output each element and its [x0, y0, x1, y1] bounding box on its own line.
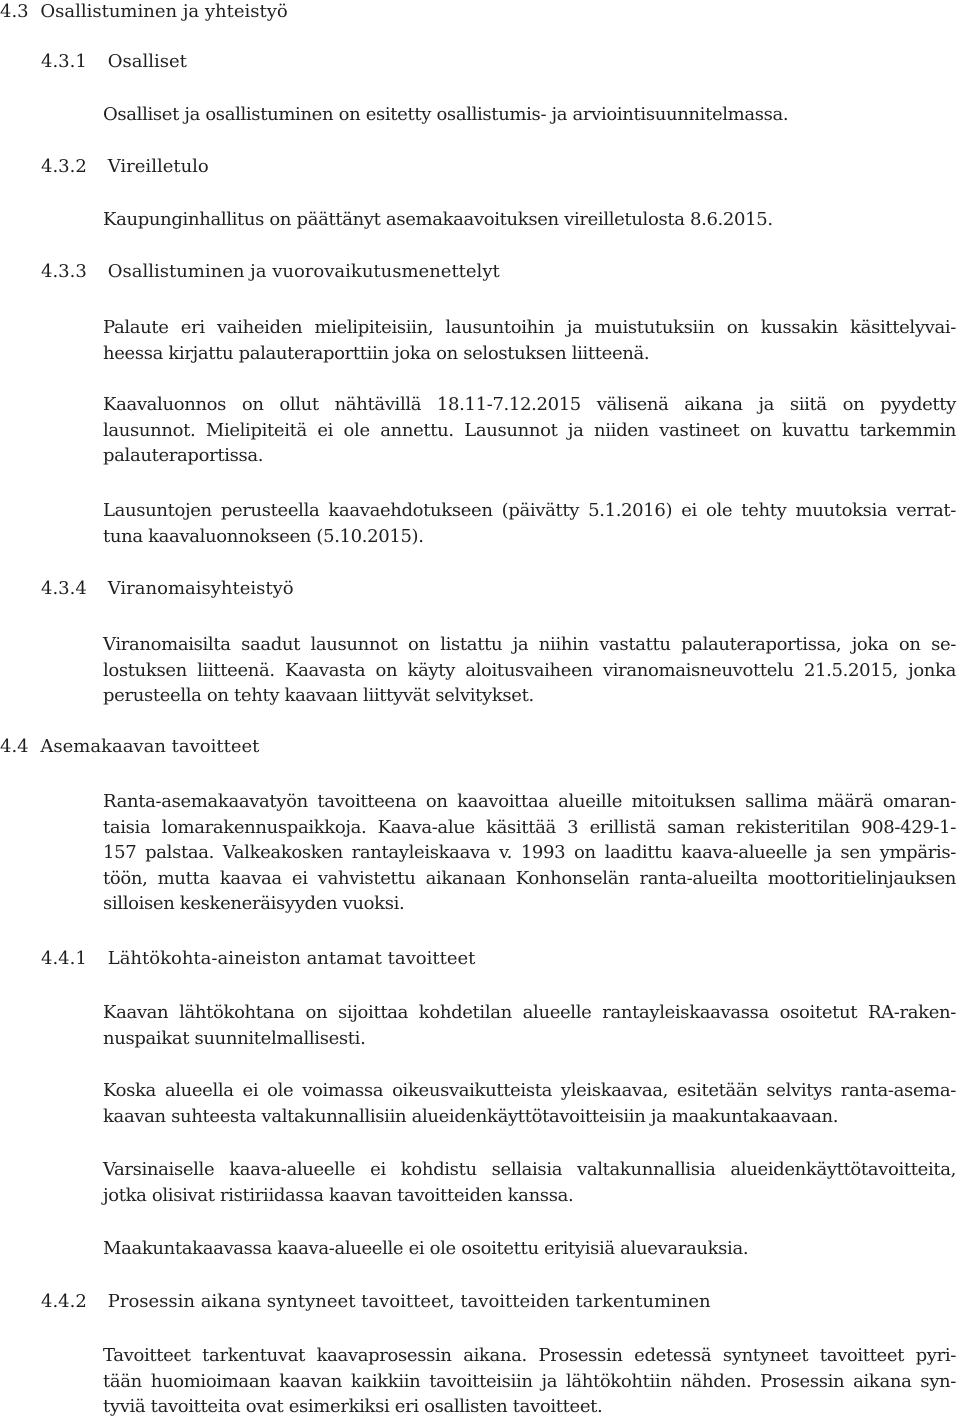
section-number: 4.3.4 [41, 578, 87, 599]
paragraph-line: Lausuntojen perusteella kaavaehdotukseen (päivätty 5.1.2016) ei ole tehty muutoksia verrat- [103, 500, 956, 521]
paragraph-4-4-1 [103, 789, 956, 917]
section-heading-4-3-3 [41, 259, 500, 285]
section-title: Lähtökohta-aineiston antamat tavoitteet [107, 948, 476, 969]
section-heading-4-3-1 [41, 49, 187, 75]
section-number: 4.3 [0, 1, 29, 22]
paragraph-line: Varsinaiselle kaava-alueelle ei kohdistu sellaisia valtakunnallisia alueidenkäyttötavoitteita, [103, 1159, 956, 1180]
paragraph-line: taisia lomarakennuspaikkoja. Kaava-alue käsittää 3 erillistä saman rekisteritilan 908-429-1- [103, 816, 956, 838]
paragraph-line: Kaavaluonnos on ollut nähtävillä 18.11-7.12.2015 välisenä aikana ja siitä on pyydetty [103, 394, 956, 415]
section-heading-4-4-2 [41, 1289, 711, 1315]
paragraph-4-3-2-1 [103, 207, 956, 233]
paragraph-line: 157 palstaa. Valkeakosken rantayleiskaava v. 1993 on laadittu kaava-alueelle ja sen ympäris- [103, 842, 956, 863]
paragraph-line: Osalliset ja osallistuminen on esitetty osallistumis- ja arviointisuunnitelmassa. [103, 104, 789, 125]
paragraph-line: Tavoitteet tarkentuvat kaavaprosessin aikana. Prosessin edetessä syntyneet tavoitteet pyri- [103, 1345, 956, 1366]
section-title: Osallistuminen ja yhteistyö [40, 1, 288, 22]
paragraph-line: Ranta-asemakaavatyön tavoitteena on kaavoittaa alueille mitoituksen sallima määrä omaran- [103, 791, 956, 812]
section-title: Vireilletulo [107, 156, 209, 177]
paragraph-line: silloisen keskeneräisyyden vuoksi. [103, 893, 405, 914]
paragraph-line: lostuksen liitteenä. Kaavasta on käyty aloitusvaiheen viranomaisneuvottelu 21.5.2015, jonka [103, 659, 956, 681]
section-title: Asemakaavan tavoitteet [40, 736, 260, 757]
section-number: 4.4.2 [41, 1291, 87, 1312]
paragraph-4-3-4-1 [103, 632, 956, 709]
paragraph-4-4-2-1 [103, 1343, 956, 1420]
section-title: Osallistuminen ja vuorovaikutusmenettelyt [107, 261, 500, 282]
section-number: 4.3.1 [41, 51, 87, 72]
paragraph-line: töön, mutta kaavaa ei vahvistettu aikanaan Konhonselän ranta-alueilta moottoritielinjauksen [103, 867, 956, 889]
section-heading-4-3 [0, 0, 288, 25]
section-number: 4.3.2 [41, 156, 87, 177]
paragraph-line: Koska alueella ei ole voimassa oikeusvaikutteista yleiskaavaa, esitetään selvitys ranta-asema- [103, 1080, 956, 1101]
paragraph-line: nuspaikat suunnitelmallisesti. [103, 1027, 366, 1049]
paragraph-line: tuna kaavaluonnokseen (5.10.2015). [103, 525, 424, 547]
paragraph-4-3-3-2 [103, 392, 956, 469]
paragraph-line: heessa kirjattu palauteraporttiin joka on selostuksen liitteenä. [103, 342, 650, 364]
section-number: 4.4 [0, 736, 29, 757]
paragraph-line: perusteella on tehty kaavaan liittyvät selvitykset. [103, 685, 534, 706]
paragraph-line: Viranomaisilta saadut lausunnot on listattu ja niihin vastattu palauteraportissa, joka on se- [103, 634, 956, 655]
paragraph-4-4-1-4 [103, 1236, 956, 1262]
paragraph-line: Kaavan lähtökohtana on sijoittaa kohdetilan alueelle rantayleiskaavassa osoitetut RA-raken- [103, 1002, 956, 1023]
section-heading-4-3-2 [41, 154, 209, 180]
paragraph-line: lausunnot. Mielipiteitä ei ole annettu. Lausunnot ja niiden vastineet on kuvattu tarkemmin [103, 419, 956, 441]
paragraph-line: tään huomioimaan kaavan kaikkiin tavoitteisiin ja lähtökohtiin nähden. Prosessin aikana syn- [103, 1370, 956, 1392]
paragraph-line: palauteraportissa. [103, 445, 264, 466]
paragraph-4-4-1-2 [103, 1078, 956, 1129]
section-title: Prosessin aikana syntyneet tavoitteet, tavoitteiden tarkentuminen [107, 1291, 711, 1312]
paragraph-4-3-3-1 [103, 315, 956, 366]
paragraph-4-4-1-1 [103, 1000, 956, 1051]
section-title: Osalliset [107, 51, 187, 72]
paragraph-4-3-3-3 [103, 498, 956, 549]
section-heading-4-4 [0, 734, 259, 760]
paragraph-line: Maakuntakaavassa kaava-alueelle ei ole osoitettu erityisiä aluevarauksia. [103, 1238, 749, 1259]
paragraph-line: kaavan suhteesta valtakunnallisiin alueidenkäyttötavoitteisiin ja maakuntakaavaan. [103, 1105, 839, 1127]
paragraph-line: Palaute eri vaiheiden mielipiteisiin, lausuntoihin ja muistutuksiin on kussakin käsittelyvai- [103, 317, 956, 338]
section-number: 4.3.3 [41, 261, 87, 282]
paragraph-line: Kaupunginhallitus on päättänyt asemakaavoituksen vireilletulosta 8.6.2015. [103, 209, 773, 230]
section-title: Viranomaisyhteistyö [107, 578, 294, 599]
paragraph-4-4-1-3 [103, 1157, 956, 1208]
section-heading-4-4-1 [41, 946, 475, 972]
paragraph-line: tyviä tavoitteita ovat esimerkiksi eri osallisten tavoitteet. [103, 1396, 603, 1417]
paragraph-4-3-1-1 [103, 102, 956, 128]
paragraph-line: jotka olisivat ristiriidassa kaavan tavoitteiden kanssa. [103, 1184, 574, 1206]
section-heading-4-3-4 [41, 576, 294, 602]
section-number: 4.4.1 [41, 948, 87, 969]
